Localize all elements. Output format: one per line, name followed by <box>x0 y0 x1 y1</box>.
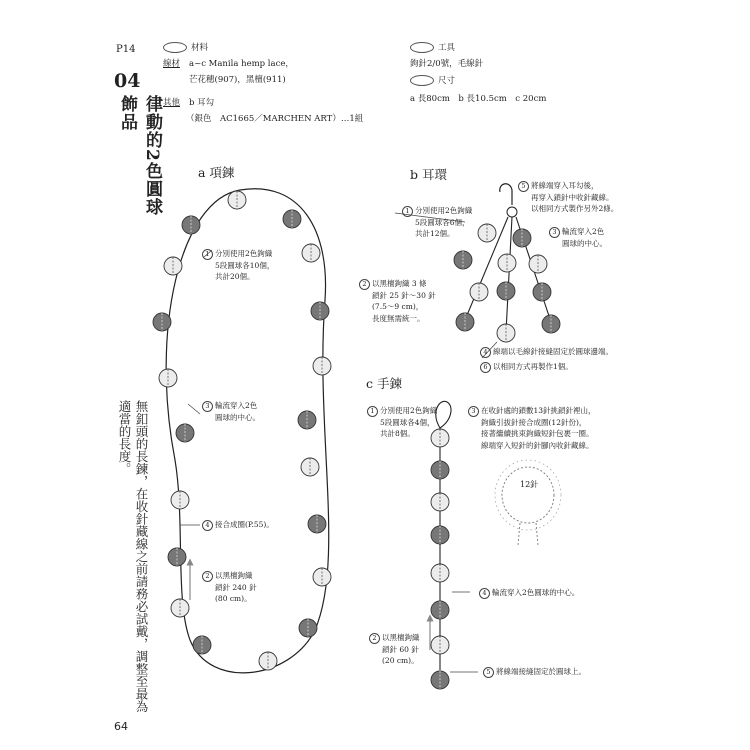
earring-note-2 <box>359 278 436 324</box>
note-line: 輪流穿入2色 <box>215 401 258 410</box>
note-line: 接合成圈(P.55)。 <box>215 520 274 529</box>
earring-hook <box>500 184 517 217</box>
bracelet-note-4 <box>479 587 579 599</box>
bracelet-loop <box>436 401 451 428</box>
light-ball <box>431 564 449 582</box>
note-line: 5段圓球各4個， <box>380 417 435 427</box>
bracelet-note-3 <box>468 405 596 451</box>
other-line-1: b 耳勾 <box>189 98 215 108</box>
necklace-note-4 <box>202 519 274 531</box>
dark-ball <box>431 461 449 479</box>
step-number-icon: 5 <box>518 181 529 192</box>
dark-ball <box>182 216 200 234</box>
note-line: (20 cm)。 <box>382 656 419 665</box>
light-ball <box>497 324 515 342</box>
tools-text: 鉤針2/0號，毛線針 <box>410 59 484 69</box>
earring-note-6 <box>480 361 573 373</box>
earring-note-4 <box>480 346 613 358</box>
bracelet-note-1 <box>367 405 437 440</box>
note-line: 以黑檀鉤織 <box>215 571 253 580</box>
light-ball <box>159 369 177 387</box>
dark-ball <box>533 283 551 301</box>
dark-ball <box>298 411 316 429</box>
step-number-icon: 1 <box>402 206 413 217</box>
side-note: 無釦頭的長鍊，在收針藏線之前請務必試戴，調整至最為適當的長度。 <box>117 400 149 713</box>
step-number-icon: 2 <box>369 633 380 644</box>
light-ball <box>529 255 547 273</box>
bracelet-title: c 手鍊 <box>366 376 402 391</box>
page-ref: P14 <box>116 44 136 55</box>
note-line: 以相同方式製作另外2條。 <box>531 204 619 213</box>
dark-ball <box>176 424 194 442</box>
dark-ball <box>308 515 326 533</box>
note-line: 在收針處的鎖數13針挑鎖針裡山， <box>481 406 596 415</box>
note-line: 輪流穿入2色圓球的中心。 <box>492 588 580 597</box>
light-ball <box>498 254 516 272</box>
step-number-icon: 6 <box>480 362 491 373</box>
necklace-title: a 項鍊 <box>198 165 235 180</box>
note-line: 圓球的中心。 <box>562 238 607 248</box>
other-line-2: （銀色 AC1665／MARCHEN ART）…1組 <box>186 114 364 124</box>
light-ball <box>431 493 449 511</box>
note-line: 分別使用2色鉤織 <box>215 249 273 258</box>
dark-ball <box>454 251 472 269</box>
note-line: 共計20個。 <box>215 272 255 281</box>
note-line: 以黑檀鉤織 <box>382 633 420 642</box>
note-line: 再穿入鎖針中收針藏線。 <box>531 192 614 202</box>
light-ball <box>259 652 277 670</box>
step-number-icon: 3 <box>549 227 560 238</box>
necklace-note-3 <box>202 400 260 423</box>
yarn-line-1: a~c Manila hemp lace， <box>189 59 294 69</box>
note-line: 輪流穿入2色 <box>562 227 605 236</box>
dark-ball <box>456 313 474 331</box>
note-line: 將線端接縫固定於圓球上。 <box>496 667 586 676</box>
dark-ball <box>431 526 449 544</box>
light-ball <box>431 636 449 654</box>
light-ball <box>301 458 319 476</box>
light-ball <box>302 244 320 262</box>
dark-ball <box>193 636 211 654</box>
dark-ball <box>513 229 531 247</box>
note-line: 鎖針 25 針～30 針 <box>372 290 436 300</box>
dark-ball <box>153 313 171 331</box>
note-line: (7.5～9 cm)， <box>372 302 424 311</box>
dark-ball <box>542 315 560 333</box>
size-text: a 長80cm b 長10.5cm c 20cm <box>410 94 547 104</box>
note-line: 5段圓球各10個， <box>215 260 275 270</box>
dark-ball <box>431 671 449 689</box>
bracelet-note-2 <box>369 632 420 667</box>
note-line: 5段圓球各6個， <box>415 217 470 227</box>
leader-line <box>188 404 200 414</box>
materials-header: 材料 <box>163 42 208 55</box>
necklace-note-1 <box>202 248 274 283</box>
bracelet-note-5 <box>483 666 586 678</box>
necklace-note-2 <box>202 570 257 605</box>
earring-balls <box>454 224 560 342</box>
step-number-icon: 2 <box>202 571 213 582</box>
note-line: 鉤織引拔針接合成圈(12針份)， <box>481 417 587 427</box>
dark-ball <box>283 210 301 228</box>
yarn-label: 線材 <box>163 59 181 69</box>
stitch-loop-detail <box>495 460 561 545</box>
step-number-icon: 4 <box>479 588 490 599</box>
note-line: 鎖針 60 針 <box>382 644 419 654</box>
note-line: 共計8個。 <box>380 429 415 438</box>
earring-note-3 <box>549 226 607 249</box>
earring-title: b 耳環 <box>410 167 447 182</box>
dark-ball <box>311 302 329 320</box>
yarn-line-2: 芒花穗(907)，黑檀(911) <box>189 75 286 85</box>
page-number: 64 <box>114 720 128 733</box>
step-number-icon: 4 <box>202 520 213 531</box>
dark-ball <box>168 548 186 566</box>
step-number-icon: 1 <box>202 249 213 260</box>
light-ball <box>313 568 331 586</box>
series-number: 04 <box>114 70 141 92</box>
note-line: 接著繼續挑束鉤織短針包裹一圈。 <box>481 429 594 438</box>
light-ball <box>171 599 189 617</box>
tools-header: 工具 <box>410 42 455 55</box>
earring-note-1 <box>402 205 472 240</box>
note-line: 圓球的中心。 <box>215 412 260 422</box>
light-ball <box>164 257 182 275</box>
note-line: 將線端穿入耳勾後， <box>531 181 599 190</box>
other-label: 其他 <box>163 98 181 108</box>
project-title: 律動的2色圓球飾品 <box>117 95 162 216</box>
dark-ball <box>431 601 449 619</box>
note-line: 共計12個。 <box>415 229 455 238</box>
light-ball <box>478 224 496 242</box>
note-line: 分別使用2色鉤織 <box>415 206 473 215</box>
note-line: 分別使用2色鉤織 <box>380 406 438 415</box>
note-line: 以黑檀鉤織 3 條 <box>372 279 427 288</box>
note-line: (80 cm)。 <box>215 594 252 603</box>
light-ball <box>228 191 246 209</box>
step-number-icon: 1 <box>367 406 378 417</box>
light-ball <box>171 491 189 509</box>
step-number-icon: 2 <box>359 279 370 290</box>
earring-note-5 <box>518 180 618 215</box>
dark-ball <box>497 282 515 300</box>
light-ball <box>313 357 331 375</box>
step-number-icon: 5 <box>483 667 494 678</box>
step-number-icon: 3 <box>468 406 479 417</box>
step-number-icon: 4 <box>480 347 491 358</box>
step-number-icon: 3 <box>202 401 213 412</box>
note-line: 線端以毛線針接縫固定於圓球邊端。 <box>493 347 613 356</box>
stitch-count-label: 12針 <box>520 480 539 489</box>
note-line: 長度無需統一。 <box>372 313 425 323</box>
note-line: 鎖針 240 針 <box>215 582 257 592</box>
earring-strand <box>506 217 512 332</box>
dark-ball <box>299 619 317 637</box>
light-ball <box>470 283 488 301</box>
note-line: 線端穿入短針的針腳內收針藏線。 <box>481 440 594 450</box>
size-header: 尺寸 <box>410 75 455 88</box>
note-line: 以相同方式再製作1個。 <box>493 362 573 371</box>
